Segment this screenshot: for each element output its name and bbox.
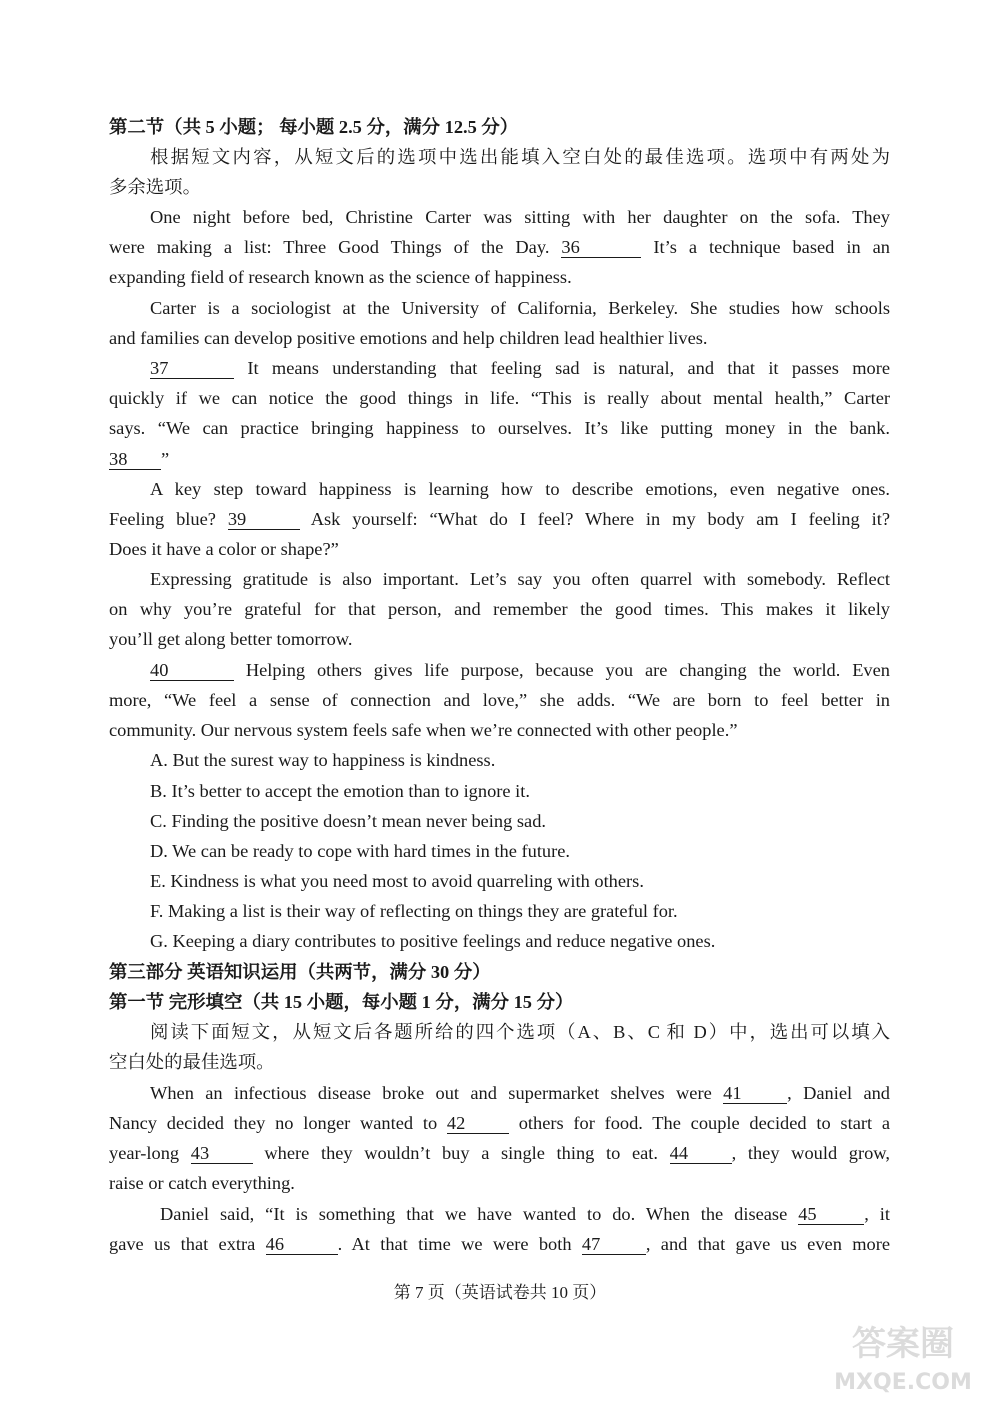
passage-text: Ask yourself: “What do I feel? Where in my body am I feeling it? (310, 509, 890, 529)
passage-line: you’ll get along better tomorrow. (109, 629, 353, 649)
passage-text: It’s a technique based in an (653, 237, 890, 257)
option-d: D. We can be ready to cope with hard times in the future. (150, 841, 571, 861)
passage-line: more, “We feel a sense of connection and love,” she adds. “We are born to feel better in (109, 690, 890, 710)
passage-line (109, 1142, 890, 1164)
passage-text: year-long (109, 1143, 180, 1163)
passage-line (150, 1082, 890, 1104)
passage-line (109, 1233, 890, 1255)
option-c: C. Finding the positive doesn’t mean never being sad. (150, 811, 547, 831)
answer-blank: 36 (561, 238, 641, 258)
answer-blank: 47 (582, 1235, 646, 1255)
passage-line (109, 508, 890, 530)
passage-line: One night before bed, Christine Carter was sitting with her daughter on the sofa. They (150, 207, 890, 227)
passage-line: expanding field of research known as the science of happiness. (109, 267, 572, 287)
passage-text: where they wouldn’t buy a single thing to eat. (264, 1143, 658, 1163)
watermark-text: 答案圈 (852, 1324, 954, 1364)
passage-text: were making a list: Three Good Things of the Day. (109, 237, 550, 257)
passage-line: and families can develop positive emotions and help children lead healthier lives. (109, 328, 708, 348)
watermark-logo (828, 1309, 978, 1399)
passage-text: gave us that extra (109, 1234, 256, 1254)
answer-blank: 38 (109, 450, 161, 470)
passage-line: community. Our nervous system feels safe when we’re connected with other people.” (109, 720, 738, 740)
option-a: A. But the surest way to happiness is kindness. (150, 750, 496, 770)
passage-line: on why you’re grateful for that person, and remember the good times. This makes it likely (109, 599, 890, 619)
passage-text: . At that time we were both (337, 1234, 572, 1254)
passage-text: Nancy decided they no longer wanted to (109, 1113, 438, 1133)
answer-blank: 45 (798, 1205, 864, 1225)
section-heading: 第二节（共 5 小题； 每小题 2.5 分，满分 12.5 分） (109, 117, 519, 137)
passage-text: Daniel said, “It is something that we have wanted to do. When the disease (160, 1204, 788, 1224)
passage-line: raise or catch everything. (109, 1173, 295, 1193)
page-footer: 第 7 页（英语试卷共 10 页） (393, 1283, 607, 1302)
answer-blank: 41 (723, 1084, 787, 1104)
answer-blank: 46 (266, 1235, 338, 1255)
passage-text: , it (864, 1204, 890, 1224)
passage-line (109, 236, 890, 258)
passage-text: When an infectious disease broke out and supermarket shelves were (150, 1083, 712, 1103)
passage-line: Does it have a color or shape?” (109, 539, 339, 559)
passage-line: A key step toward happiness is learning how to describe emotions, even negative ones. (150, 479, 890, 499)
passage-line (109, 1112, 890, 1134)
answer-blank: 43 (191, 1144, 253, 1164)
passage-line (160, 1203, 890, 1225)
passage-line: Carter is a sociologist at the University of California, Berkeley. She studies how schools (150, 298, 890, 318)
passage-text: , and that gave us even more (645, 1234, 890, 1254)
passage-line (150, 357, 890, 379)
passage-text: Feeling blue? (109, 509, 216, 529)
section-heading: 第一节 完形填空（共 15 小题，每小题 1 分，满分 15 分） (109, 992, 574, 1012)
passage-line: Expressing gratitude is also important. Let’s say you often quarrel with somebody. Reflect (150, 569, 890, 589)
option-b: B. It’s better to accept the emotion than to ignore it. (150, 781, 530, 801)
passage-line: says. “We can practice bringing happiness to ourselves. It’s like putting money in the bank. (109, 418, 890, 438)
passage-text: others for food. The couple decided to start a (518, 1113, 891, 1133)
passage-text: It means understanding that feeling sad is natural, and that it passes more (247, 358, 890, 378)
passage-text: Helping others gives life purpose, because you are changing the world. Even (245, 660, 890, 680)
answer-blank: 40 (150, 661, 234, 681)
passage-line (150, 659, 890, 681)
part-heading: 第三部分 英语知识运用（共两节，满分 30 分） (109, 962, 491, 982)
answer-blank: 42 (447, 1114, 509, 1134)
watermark-text: MXQE.COM (834, 1370, 972, 1395)
answer-blank: 37 (150, 359, 234, 379)
passage-text: , Daniel and (787, 1083, 890, 1103)
option-e: E. Kindness is what you need most to avoid quarreling with others. (150, 871, 644, 891)
answer-blank: 39 (228, 510, 300, 530)
passage-line: quickly if we can notice the good things in life. “This is really about mental health,” Carter (109, 388, 890, 408)
option-f: F. Making a list is their way of reflecting on things they are grateful for. (150, 901, 678, 921)
instruction-line: 阅读下面短文，从短文后各题所给的四个选项（A、B、C 和 D）中，选出可以填入 (150, 1022, 890, 1042)
passage-line (109, 448, 890, 470)
instruction-line: 根据短文内容，从短文后的选项中选出能填入空白处的最佳选项。选项中有两处为 (150, 147, 890, 167)
instruction-line: 多余选项。 (109, 177, 201, 197)
answer-blank: 44 (670, 1144, 732, 1164)
instruction-line: 空白处的最佳选项。 (109, 1052, 275, 1072)
passage-text: , they would grow, (731, 1143, 890, 1163)
passage-text: ” (161, 449, 170, 469)
option-g: G. Keeping a diary contributes to positive feelings and reduce negative ones. (150, 931, 716, 951)
